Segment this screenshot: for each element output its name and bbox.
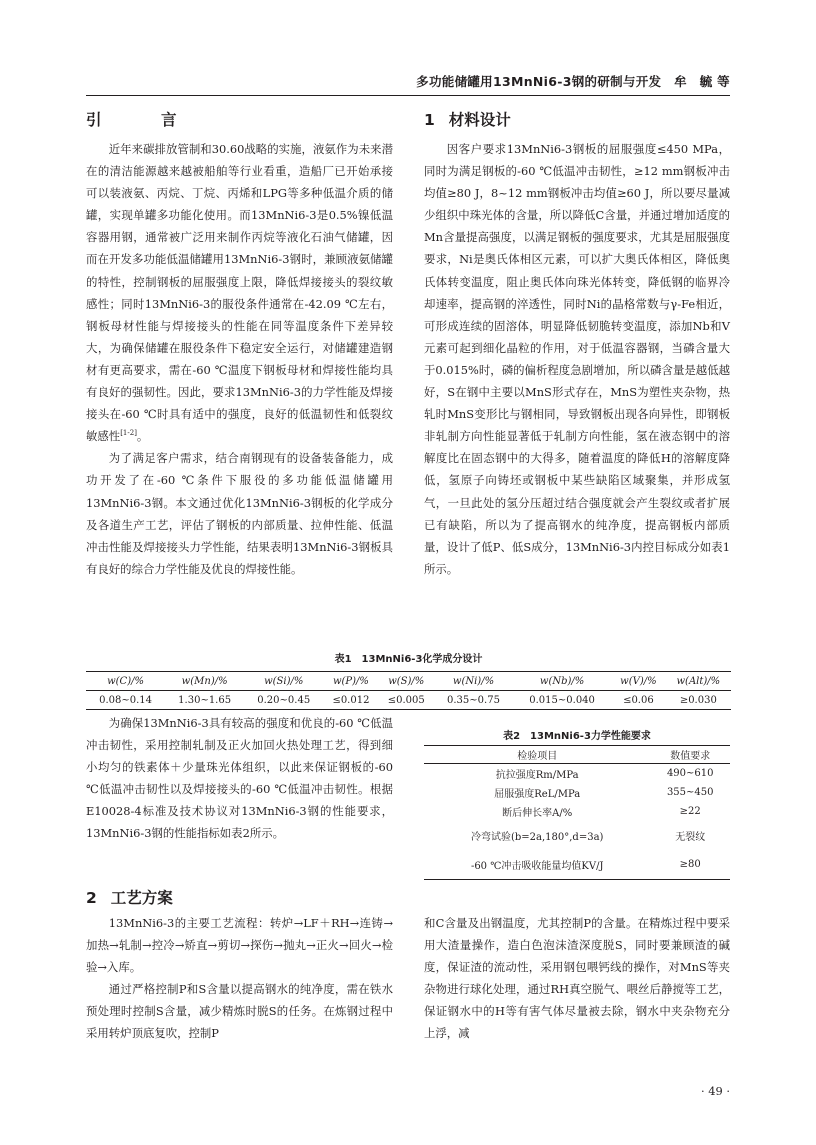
section-heading-intro xyxy=(86,108,199,130)
table-cell: 屈服强度ReL/MPa xyxy=(494,789,581,800)
section-heading-2 xyxy=(86,886,173,908)
table-cell: 无裂纹 xyxy=(675,832,706,843)
section-heading-1 xyxy=(424,108,511,130)
table-cell: 0.35~0.75 xyxy=(447,694,500,706)
table-cell: ≥80 xyxy=(679,859,701,870)
table-cell: 355~450 xyxy=(666,787,714,798)
lower-left-text xyxy=(86,712,393,845)
paragraph xyxy=(86,138,393,447)
paragraph: 通过严格控制P和S含量以提高钢水的纯净度，需在铁水预处理时控制S含量，减少精炼时脱S的任务。在炼钢过程中采用转炉顶底复吹，控制P xyxy=(86,982,393,1041)
table1 xyxy=(86,671,731,710)
section-number: 2 xyxy=(86,889,97,907)
table-header-cell: w(C)/% xyxy=(86,672,165,691)
table-cell: 0.015~0.040 xyxy=(529,694,595,706)
table-row xyxy=(424,783,730,802)
table-cell: 0.08~0.14 xyxy=(99,694,152,706)
paragraph-text: 。 xyxy=(136,429,149,444)
paragraph: 为了满足客户需求，结合南钢现有的设备装备能力，成功开发了在-60 ℃条件下服役的多功能低温储罐用13MnNi6-3钢。本文通过优化13MnNi6-3钢板的化学成分及各道生产工艺，评估了钢板的内部质量、拉伸性能、低温冲击性能及焊接接头力学性能，结果表明13MnNi6-3钢板具有良好的综合力学性能及优良的焊接性能。 xyxy=(86,451,393,576)
section-1-text xyxy=(424,138,730,580)
table-header-cell: w(Alt)/% xyxy=(666,672,731,691)
table-cell: ≤0.06 xyxy=(623,694,654,706)
table-cell: ≤0.005 xyxy=(387,694,425,706)
table-cell: ≥0.030 xyxy=(679,694,717,706)
table-header-cell: w(S)/% xyxy=(379,672,434,691)
table-header-row xyxy=(86,672,731,691)
page-number: · 49 · xyxy=(701,1084,730,1098)
section-title: 引 言 xyxy=(86,111,199,129)
table-cell: 0.20~0.45 xyxy=(257,694,311,706)
intro-text xyxy=(86,138,393,580)
table-header-cell: w(Nb)/% xyxy=(513,672,611,691)
table-cell: ≤0.012 xyxy=(332,694,370,706)
section-number: 1 xyxy=(424,111,435,129)
table2-caption: 表2 13MnNi6-3力学性能要求 xyxy=(503,731,651,742)
running-header: 多功能储罐用13MnNi6-3钢的研制与开发 牟 毓 等 xyxy=(416,74,730,89)
table-header-cell: w(V)/% xyxy=(611,672,666,691)
table-header-cell: 数值要求 xyxy=(650,746,730,764)
table-cell: 490~610 xyxy=(666,768,714,779)
paragraph-text: 近年来碳排放管制和30.60战略的实施，液氨作为未来潜在的清洁能源越来越被船舶等行业看重，造船厂已开始承接可以装液氨、丙烷、丁烷、丙烯和LPG等多种低温介质的储罐，实现单罐多功能化使用。而13MnNi6-3是0.5%镍低温容器用钢，通常被广泛用来制作丙烷等液化石油气储罐，因而在开发多功能低温储罐用13MnNi6-3钢时，兼顾液氨储罐的特性，控制钢板的屈服强度上限，降低焊接接头的裂纹敏感性；同时13MnNi6-3的服役条件通常在-42.09 ℃左右，钢板母材性能与焊接接头的性能在同等温度条件下差异较大，为确保储罐在服役条件下稳定安全运行，对储罐建造钢材有更高要求，需在-60 ℃温度下钢板母材和焊接性能均具有良好的强韧性。因此，要求13MnNi6-3的力学性能及焊接接头在-60 ℃时具有适中的强度，良好的低温韧性和低裂纹敏感性 xyxy=(86,142,393,444)
section-title: 工艺方案 xyxy=(110,889,173,907)
section-title: 材料设计 xyxy=(448,111,511,129)
lower-right-text xyxy=(424,912,730,1045)
table-header-cell: 检验项目 xyxy=(424,746,650,764)
table-header-cell: w(Mn)/% xyxy=(165,672,244,691)
paragraph: 因客户要求13MnNi6-3钢板的屈服强度≤450 MPa，同时为满足钢板的-60 ℃低温冲击韧性，≥12 mm钢板冲击均值≥80 J，8~12 mm钢板冲击均值≥60 J，所以要尽量减少组织中珠光体的含量，所以降低C含量，并通过增加适度的Mn含量提高强度，以满足钢板的强度要求，尤其是屈服强度要求，Ni是奥氏体相区元素，可以扩大奥氏体相区，降低奥氏体转变温度，阻止奥氏体向珠光体转变，降低钢的临界冷却速率，提高钢的淬透性，同时Ni的晶格常数与γ-Fe相近，可形成连续的固溶体，明显降低韧脆转变温度，添加Nb和V元素可起到细化晶粒的作用，对于低温容器钢，当磷含量大于0.015%时，磷的偏析程度急剧增加，所以磷含量是越低越好，S在钢中主要以MnS形式存在，MnS为塑性夹杂物，热轧时MnS变形比与钢相同，导致钢板出现各向异性，即钢板非轧制方向性能显著低于轧制方向性能，氢在液态钢中的溶解度比在固态钢中的大得多，随着温度的降低H的溶解度降低，氢原子向铸坯或钢板中某些缺陷区域聚集，并形成氢气，一旦此处的氢分压超过结合强度就会产生裂纹或者扩展已有缺陷，所以为了提高钢水的纯净度，提高钢板内部质量，设计了低P、低S成分，13MnNi6-3内控目标成分如表1所示。 xyxy=(424,142,730,576)
table-row xyxy=(424,802,730,821)
header-rule xyxy=(86,95,730,96)
table-header-row xyxy=(424,746,730,764)
paragraph: 和C含量及出钢温度，尤其控制P的含量。在精炼过程中要采用大渣量操作，造白色泡沫渣深度脱S，同时要兼顾渣的碱度，保证渣的流动性，采用钢包喂钙线的操作，对MnS等夹杂物进行球化处理，通过RH真空脱气、喂丝后静搅等工艺，保证钢水中的H等有害气体尽量被去除，钢水中夹杂物充分上浮，减 xyxy=(424,916,730,1041)
table-header-cell: w(Ni)/% xyxy=(434,672,513,691)
table-cell: 断后伸长率A/% xyxy=(502,808,573,819)
table1-caption: 表1 13MnNi6-3化学成分设计 xyxy=(334,654,483,665)
table-cell: -60 ℃冲击吸收能量均值KV/J xyxy=(470,861,604,872)
table-row xyxy=(424,850,730,880)
table-cell: 冷弯试验(b=2a,180°,d=3a) xyxy=(470,832,604,843)
table-row xyxy=(86,691,731,710)
table-cell: 1.30~1.65 xyxy=(178,694,232,706)
table-cell: ≥22 xyxy=(679,806,701,817)
table-header-cell: w(P)/% xyxy=(323,672,378,691)
table-cell: 抗拉强度Rm/MPa xyxy=(495,770,579,781)
section-2-text xyxy=(86,912,393,1045)
table-row xyxy=(424,821,730,850)
citation: [1-2] xyxy=(120,429,137,438)
paragraph: 为确保13MnNi6-3具有较高的强度和优良的-60 ℃低温冲击韧性，采用控制轧制及正火加回火热处理工艺，得到细小均匀的铁素体＋少量珠光体组织，以此来保证钢板的-60 ℃低温冲击韧性以及焊接接头的-60 ℃低温冲击韧性。根据E10028-4标准及技术协议对13MnNi6-3钢的性能要求，13MnNi6-3钢的性能指标如表2所示。 xyxy=(86,716,393,841)
table-row xyxy=(424,764,730,784)
table2 xyxy=(424,745,730,880)
paragraph: 13MnNi6-3的主要工艺流程：转炉→LF＋RH→连铸→加热→轧制→控冷→矫直→剪切→探伤→抛丸→正火→回火→检验→入库。 xyxy=(86,916,393,975)
table-header-cell: w(Si)/% xyxy=(244,672,323,691)
